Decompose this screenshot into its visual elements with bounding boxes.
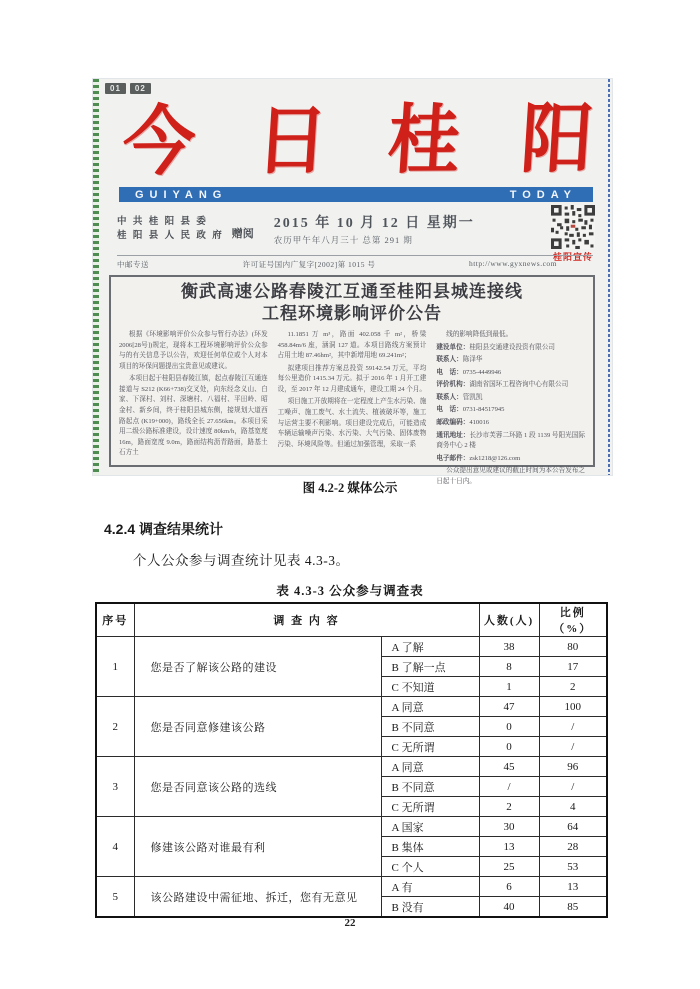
newspaper-masthead bbox=[117, 91, 600, 190]
row-seq: 2 bbox=[96, 697, 134, 757]
row-count: 25 bbox=[479, 857, 539, 877]
row-ratio: 85 bbox=[539, 897, 607, 918]
newspaper-url: http://www.gyxnews.com bbox=[468, 259, 557, 268]
announcement-paragraph: 线的影响降低到最低。 bbox=[446, 331, 513, 339]
row-seq: 5 bbox=[96, 877, 134, 918]
masthead-char: 桂 bbox=[385, 98, 463, 183]
row-seq: 3 bbox=[96, 757, 134, 817]
announcement-paragraph: 公众提出意见或建议的截止时间为本公告发布之日起十日内。 bbox=[436, 467, 586, 485]
publisher-line: 中 共 桂 阳 县 委 bbox=[117, 216, 208, 227]
permit-left: 中邮专送 bbox=[117, 260, 149, 269]
row-ratio: 17 bbox=[539, 657, 607, 677]
announcement-paragraph: 评价机构：湖南省国环工程咨询中心有限公司 bbox=[436, 381, 569, 389]
qr-caption: 桂阳宣传 bbox=[552, 252, 593, 262]
row-ratio: / bbox=[539, 737, 607, 757]
issue-number: 农历甲午年八月三十 总第 291 期 bbox=[273, 235, 413, 245]
row-count: 38 bbox=[479, 637, 539, 657]
table-row bbox=[96, 637, 607, 657]
survey-table bbox=[95, 602, 608, 918]
announcement-columns bbox=[119, 330, 586, 485]
section-heading: 4.2.4 调查结果统计 bbox=[104, 521, 224, 537]
row-ratio: 28 bbox=[539, 837, 607, 857]
row-option: C 个人 bbox=[381, 857, 479, 877]
announcement-paragraph: 通讯地址：长沙市芙蓉二环路 1 段 1139 号阳光国际商务中心 2 楼 bbox=[436, 431, 586, 450]
announcement-paragraph: 电 话：0735-4449946 bbox=[436, 368, 502, 376]
announcement-paragraph: 项目施工开放期将在一定程度上产生水污染、施工噪声、施工废气、水土流失、植被破坏等，施工与运营主要不利影响。项目建设完成后，可能造成车辆运输噪声污染、水污染、大气污染、固体废物污染、环境风险等。但通过加强管理，采取一系 bbox=[277, 398, 427, 448]
row-count: 0 bbox=[479, 737, 539, 757]
scan-corner-tags bbox=[105, 83, 151, 94]
row-count: / bbox=[479, 777, 539, 797]
announcement-title bbox=[119, 281, 585, 325]
row-ratio: 96 bbox=[539, 757, 607, 777]
header-content: 调 查 内 容 bbox=[134, 603, 479, 637]
announcement-paragraph: 电子邮件：zsk1218@126.com bbox=[436, 454, 521, 462]
gift-label: 赠阅 bbox=[231, 228, 254, 240]
row-option: B 不同意 bbox=[381, 777, 479, 797]
row-count: 2 bbox=[479, 797, 539, 817]
announcement-column-3 bbox=[436, 330, 586, 485]
row-count: 8 bbox=[479, 657, 539, 677]
row-option: A 国家 bbox=[381, 817, 479, 837]
row-seq: 4 bbox=[96, 817, 134, 877]
table-row bbox=[96, 697, 607, 717]
row-option: B 不同意 bbox=[381, 717, 479, 737]
banner-text-today: TODAY bbox=[509, 188, 577, 201]
row-ratio: / bbox=[539, 777, 607, 797]
row-seq: 1 bbox=[96, 637, 134, 697]
newspaper-scan bbox=[93, 79, 612, 485]
header-count: 人数(人) bbox=[479, 603, 539, 637]
row-count: 47 bbox=[479, 697, 539, 717]
row-option: A 同意 bbox=[381, 697, 479, 717]
table-title: 表 4.3-3 公众参与调查表 bbox=[276, 584, 424, 598]
header-ratio: 比例（%） bbox=[539, 603, 607, 637]
announcement-title-line1: 衡武高速公路春陵江互通至桂阳县城连接线 bbox=[181, 282, 523, 301]
row-option: A 了解 bbox=[381, 637, 479, 657]
announcement-paragraph: 拟建项目推荐方案总投资 59142.54 万元，平均每公里造价 1415.34 万元。拟于 2016 年 1 月开工建设，至 2017 年 12 月建成通车，建设工期 24 个月。 bbox=[277, 364, 427, 393]
announcement-paragraph: 11.1851 万 m³，路面 402.058 千 m²，桥梁 458.84m/6 座，涵洞 127 道。本项目路线方案预计占用土地 87.46hm²，其中新增用地 69.241m²； bbox=[277, 331, 427, 360]
issue-date: 2015 年 10 月 12 日 星期一 bbox=[273, 216, 475, 231]
masthead-divider bbox=[117, 255, 593, 256]
row-option: C 不知道 bbox=[381, 677, 479, 697]
scan-right-edge bbox=[608, 79, 610, 475]
row-question: 您是否同意该公路的选线 bbox=[134, 757, 381, 817]
row-ratio: 13 bbox=[539, 877, 607, 897]
announcement-paragraph: 建设单位：桂阳县交通建设投资有限公司 bbox=[436, 343, 556, 351]
announcement-box bbox=[109, 275, 595, 485]
table-header-row bbox=[96, 603, 607, 637]
page-number: 22 bbox=[344, 917, 356, 929]
permit-row bbox=[117, 259, 557, 270]
masthead-char: 今 bbox=[120, 100, 198, 185]
banner-text-guiyang: GUIYANG bbox=[135, 188, 228, 201]
row-count: 40 bbox=[479, 897, 539, 918]
row-count: 1 bbox=[479, 677, 539, 697]
row-option: A 有 bbox=[381, 877, 479, 897]
announcement-paragraph: 联系人：管凯凯 bbox=[436, 393, 483, 401]
masthead-english-banner bbox=[119, 187, 593, 202]
row-ratio: / bbox=[539, 717, 607, 737]
announcement-paragraph: 联系人：陈泽华 bbox=[436, 356, 483, 364]
row-question: 修建该公路对谁最有利 bbox=[134, 817, 381, 877]
masthead-char: 阳 bbox=[518, 97, 596, 182]
announcement-column-2 bbox=[278, 330, 427, 468]
section-paragraph: 个人公众参与调查统计见表 4.3-3。 bbox=[133, 553, 350, 568]
row-option: C 无所谓 bbox=[381, 737, 479, 757]
qr-code-icon bbox=[551, 205, 595, 249]
scan-left-edge bbox=[93, 79, 99, 475]
row-count: 13 bbox=[479, 837, 539, 857]
announcement-paragraph: 电 话：0731-84517945 bbox=[436, 406, 505, 414]
row-option: B 没有 bbox=[381, 897, 479, 918]
table-row bbox=[96, 817, 607, 837]
row-count: 6 bbox=[479, 877, 539, 897]
row-ratio: 4 bbox=[539, 797, 607, 817]
figure-caption: 图 4.2-2 媒体公示 bbox=[302, 481, 398, 495]
header-seq: 序号 bbox=[96, 603, 134, 637]
announcement-column-1 bbox=[119, 330, 268, 468]
publisher-block bbox=[117, 215, 224, 244]
corner-tag: 02 bbox=[130, 83, 151, 94]
row-count: 0 bbox=[479, 717, 539, 737]
announcement-paragraph: 邮政编码：410016 bbox=[436, 419, 490, 427]
row-option: B 集体 bbox=[381, 837, 479, 857]
row-option: A 同意 bbox=[381, 757, 479, 777]
corner-tag: 01 bbox=[105, 83, 126, 94]
row-option: C 无所谓 bbox=[381, 797, 479, 817]
permit-number: 许可证号国内广复字[2002]第 1015 号 bbox=[242, 260, 376, 269]
publisher-line: 桂 阳 县 人 民 政 府 bbox=[117, 231, 224, 241]
newspaper-info-row bbox=[117, 207, 593, 251]
row-question: 您是否了解该公路的建设 bbox=[134, 637, 381, 697]
row-ratio: 53 bbox=[539, 857, 607, 877]
row-count: 45 bbox=[479, 757, 539, 777]
row-ratio: 2 bbox=[539, 677, 607, 697]
announcement-paragraph: 本项目起于桂阳县春陵江镇，起点春陵江互通连接道与 S212 (K66+738)交叉处，向东经念义山、白家、下深村、刘村、深塘村、八福村、平田岭、昭金村、新乡间，终于桂阳县城东侧，接规划大道西路起点 (K19+000)，路线全长 27.656km。本项目采用二级公路标准建设，设计速度 80km/h，路基宽度 16m，路面宽度 9.0m，路面结构沥青路面，路基土石方土 bbox=[119, 375, 268, 457]
row-question: 该公路建设中需征地、拆迁，您有无意见 bbox=[134, 877, 381, 918]
announcement-paragraph: 根据《环境影响评价公众参与暂行办法》(环发 2006[28号])规定，现将本工程环境影响评价公众参与的有关信息予以公告，欢迎任何单位或个人对本项目的环保问题提出宝贵意见或建议。 bbox=[119, 331, 268, 370]
table-row bbox=[96, 877, 607, 897]
table-row bbox=[96, 757, 607, 777]
announcement-title-line2: 工程环境影响评价公告 bbox=[262, 304, 442, 324]
row-ratio: 64 bbox=[539, 817, 607, 837]
masthead-char: 日 bbox=[253, 99, 331, 184]
row-ratio: 100 bbox=[539, 697, 607, 717]
row-count: 30 bbox=[479, 817, 539, 837]
row-ratio: 80 bbox=[539, 637, 607, 657]
row-question: 您是否同意修建该公路 bbox=[134, 697, 381, 757]
date-block bbox=[274, 212, 475, 246]
row-option: B 了解一点 bbox=[381, 657, 479, 677]
